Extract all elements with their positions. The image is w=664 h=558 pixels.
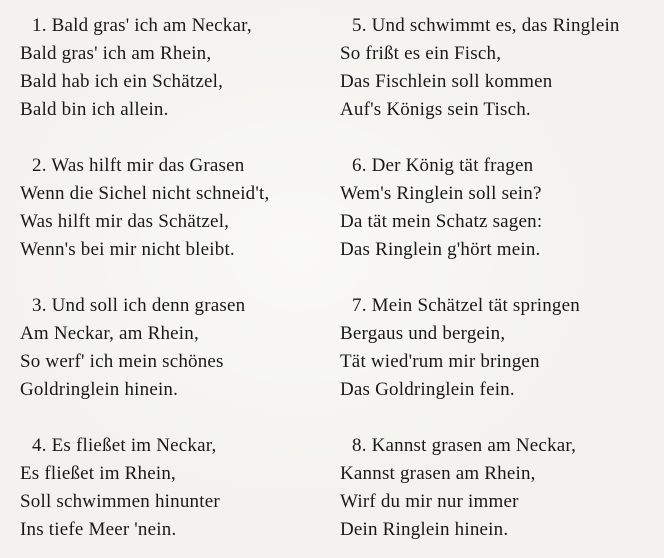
stanza-line: 1. Bald gras' ich am Neckar,	[32, 15, 252, 36]
stanza-line: Dein Ringlein hinein.	[340, 519, 509, 540]
stanza-line: 4. Es fließet im Neckar,	[32, 435, 217, 456]
stanza-1	[20, 12, 340, 124]
stanza-line: 7. Mein Schätzel tät springen	[352, 295, 580, 316]
stanza-line: Wem's Ringlein soll sein?	[340, 183, 542, 204]
stanza-3	[20, 292, 340, 404]
stanza-line: So werf' ich mein schönes	[20, 351, 224, 372]
stanza-line: Es fließet im Rhein,	[20, 463, 176, 484]
stanza-line: Das Goldringlein fein.	[340, 379, 515, 400]
stanza-line: So frißt es ein Fisch,	[340, 43, 502, 64]
stanza-line: 8. Kannst grasen am Neckar,	[352, 435, 577, 456]
stanza-7	[340, 292, 664, 404]
stanza-line: Bergaus und bergein,	[340, 323, 506, 344]
stanza-line: Da tät mein Schatz sagen:	[340, 211, 543, 232]
stanza-line: Was hilft mir das Schätzel,	[20, 211, 230, 232]
stanza-line: Goldringlein hinein.	[20, 379, 179, 400]
stanza-5	[340, 12, 664, 124]
stanza-2	[20, 152, 340, 264]
stanza-8	[340, 432, 664, 544]
stanza-6	[340, 152, 664, 264]
stanza-line: Bald bin ich allein.	[20, 99, 169, 120]
stanza-line: 3. Und soll ich denn grasen	[32, 295, 246, 316]
stanza-line: Bald gras' ich am Rhein,	[20, 43, 212, 64]
stanza-line: Das Ringlein g'hört mein.	[340, 239, 541, 260]
stanza-line: 2. Was hilft mir das Grasen	[32, 155, 245, 176]
stanza-line: Ins tiefe Meer 'nein.	[20, 519, 177, 540]
stanza-line: Das Fischlein soll kommen	[340, 71, 553, 92]
stanza-line: Wirf du mir nur immer	[340, 491, 519, 512]
stanza-line: Auf's Königs sein Tisch.	[340, 99, 531, 120]
stanza-line: 6. Der König tät fragen	[352, 155, 534, 176]
stanza-line: 5. Und schwimmt es, das Ringlein	[352, 15, 620, 36]
poem-column-left	[20, 12, 340, 558]
stanza-line: Soll schwimmen hinunter	[20, 491, 220, 512]
stanza-line: Bald hab ich ein Schätzel,	[20, 71, 224, 92]
stanza-line: Wenn's bei mir nicht bleibt.	[20, 239, 235, 260]
stanza-line: Kannst grasen am Rhein,	[340, 463, 536, 484]
stanza-line: Tät wied'rum mir bringen	[340, 351, 540, 372]
stanza-line: Am Neckar, am Rhein,	[20, 323, 199, 344]
poem-column-right	[340, 12, 664, 558]
stanza-4	[20, 432, 340, 544]
stanza-line: Wenn die Sichel nicht schneid't,	[20, 183, 270, 204]
